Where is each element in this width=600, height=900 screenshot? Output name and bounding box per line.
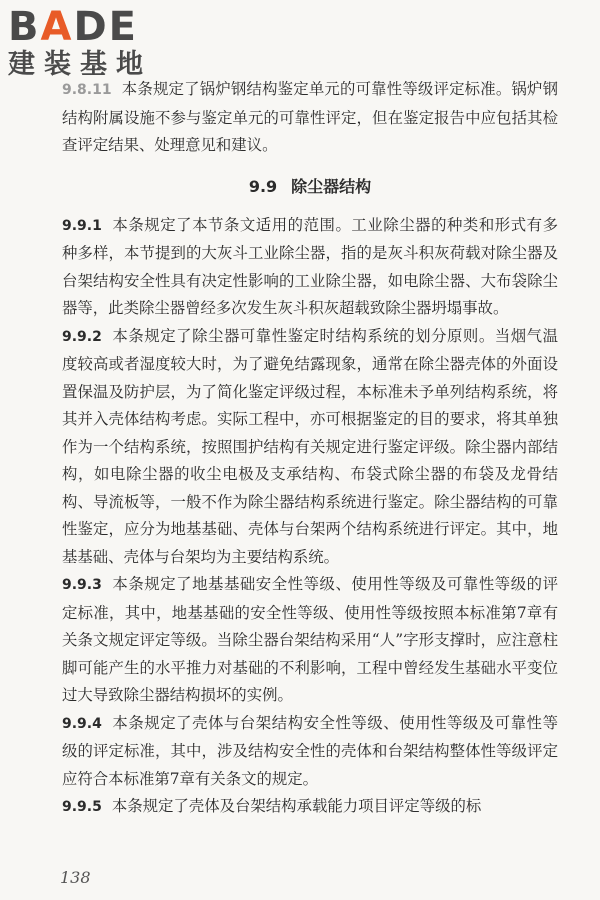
clause-number: 9.9.5 — [62, 799, 102, 815]
logo-wordmark: BADE — [8, 4, 138, 50]
page-body — [62, 76, 558, 822]
clause-9-8-11 — [62, 76, 558, 160]
clause-9-9-2 — [62, 323, 558, 572]
clause-text: 本条规定了壳体与台架结构安全性等级、使用性等级及可靠性等级的评定标准，其中，涉及结构安全性的壳体和台架结构整体性等级评定应符合本标准第7章有关条文的规定。 — [62, 713, 558, 788]
clause-number: 9.9.2 — [62, 328, 102, 345]
clause-text: 本条规定了除尘器可靠性鉴定时结构系统的划分原则。当烟气温度较高或者湿度较大时，为了避免结露现象，通常在除尘器壳体的外面设置保温及防护层，为了简化鉴定评级过程，本标准未予单列结构系统，将其并入壳体结构考虑。实际工程中，亦可根据鉴定的目的要求，将其单独作为一个结构系统，按照围护结构有关规定进行鉴定评级。除尘器内部结构，如电除尘器的收尘电极及支承结构、布袋式除尘器的布袋及龙骨结构、导流板等，一般不作为除尘器结构系统进行鉴定。除尘器结构的可靠性鉴定，应分为地基基础、壳体与台架两个结构系统进行评定。其中，地基基础、壳体与台架均为主要结构系统。 — [62, 326, 558, 566]
clause-9-9-1 — [62, 212, 558, 323]
clause-9-9-3 — [62, 571, 558, 710]
clause-number: 9.9.3 — [62, 577, 102, 593]
clause-number: 9.9.1 — [62, 217, 102, 234]
logo-subtitle: 建装基地 — [8, 49, 152, 80]
clause-9-9-4 — [62, 710, 558, 794]
clause-number: 9.9.4 — [62, 715, 102, 732]
clause-text: 本条规定了锅炉钢结构鉴定单元的可靠性等级评定标准。锅炉钢结构附属设施不参与鉴定单元的可靠性评定，但在鉴定报告中应包括其检查评定结果、处理意见和建议。 — [62, 80, 558, 154]
clause-9-9-5 — [62, 793, 558, 822]
clause-text: 本条规定了壳体及台架结构承载能力项目评定等级的标 — [111, 797, 482, 815]
page-number: 138 — [60, 868, 91, 887]
section-heading — [62, 172, 558, 202]
clause-text: 本条规定了地基基础安全性等级、使用性等级及可靠性等级的评定标准，其中，地基基础的安全性等级、使用性等级按照本标准第7章有关条文规定评定等级。当除尘器台架结构采用“人”字形支撑时，应注意柱脚可能产生的水平推力对基础的不利影响，工程中曾经发生基础水平变位过大导致除尘器结构损坏的实例。 — [62, 575, 558, 704]
bade-logo — [8, 6, 152, 80]
clause-text: 本条规定了本节条文适用的范围。工业除尘器的种类和形式有多种多样，本节提到的大灰斗工业除尘器，指的是灰斗积灰荷载对除尘器及台架结构安全性具有决定性影响的工业除尘器，如电除尘器、大布袋除尘器等，此类除尘器曾经多次发生灰斗积灰超载致除尘器坍塌事故。 — [62, 215, 558, 317]
section-title: 除尘器结构 — [291, 176, 372, 196]
section-number: 9.9 — [248, 176, 278, 196]
clause-number: 9.8.11 — [62, 82, 112, 98]
